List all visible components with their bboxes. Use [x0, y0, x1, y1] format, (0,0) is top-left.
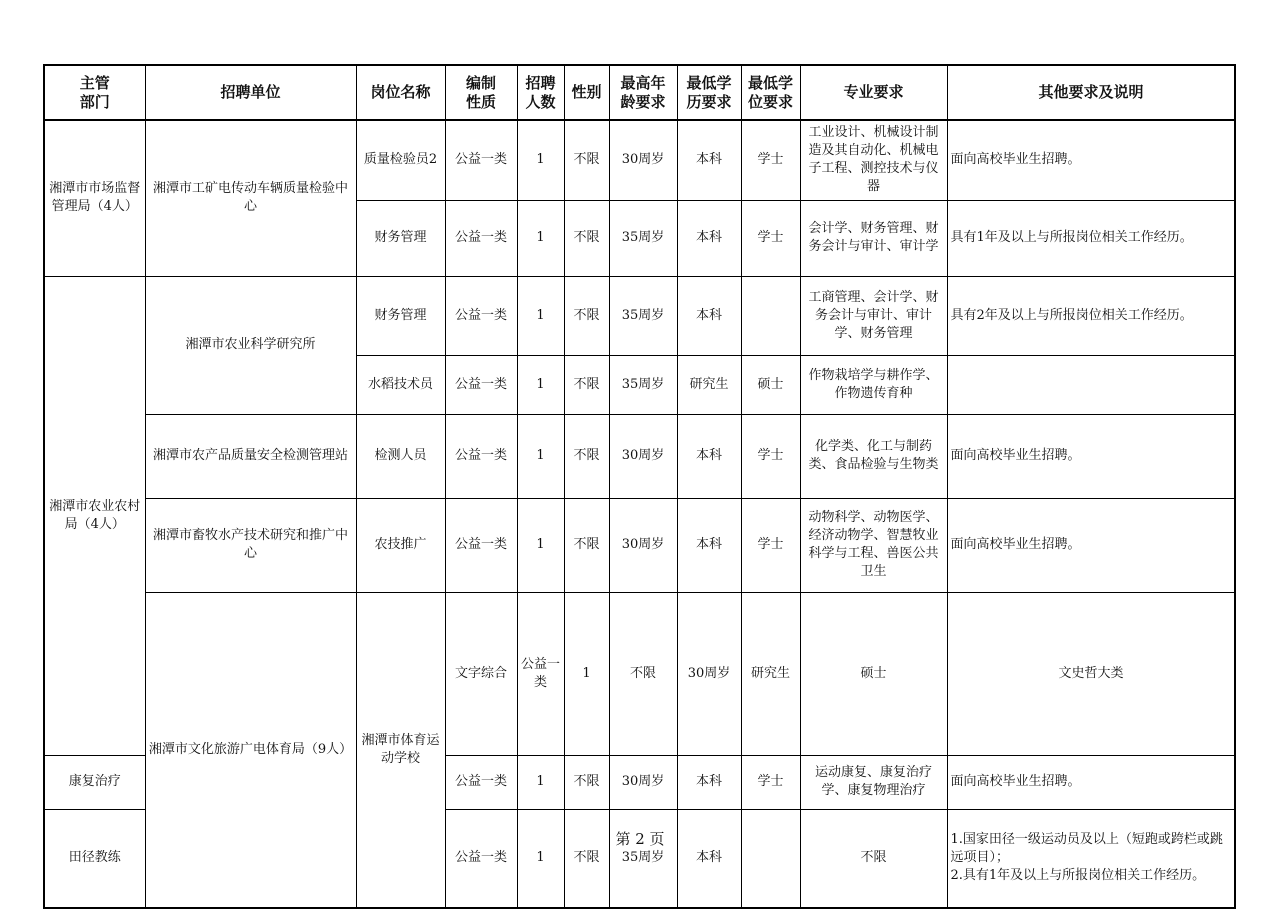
edu-cell: 本科 — [677, 200, 741, 276]
age-cell: 35周岁 — [609, 200, 677, 276]
degree-cell: 学士 — [741, 755, 800, 809]
major-cell: 工业设计、机械设计制造及其自动化、机械电子工程、测控技术与仪器 — [800, 120, 947, 200]
edu-cell: 本科 — [677, 276, 741, 355]
table-row — [44, 592, 1235, 755]
gender-cell: 不限 — [564, 200, 609, 276]
major-cell: 作物栽培学与耕作学、作物遗传育种 — [800, 355, 947, 414]
count-cell: 1 — [564, 592, 609, 755]
age-cell: 30周岁 — [609, 414, 677, 498]
nature-cell: 公益一类 — [445, 809, 517, 908]
table-row — [44, 120, 1235, 200]
unit-cell: 湘潭市工矿电传动车辆质量检验中心 — [145, 120, 356, 276]
nature-cell: 公益一类 — [445, 498, 517, 592]
edu-cell: 本科 — [677, 120, 741, 200]
unit-cell: 湘潭市农业科学研究所 — [145, 276, 356, 414]
degree-cell: 学士 — [741, 120, 800, 200]
page-number: 第 2 页 — [615, 830, 665, 848]
count-cell: 1 — [517, 276, 564, 355]
age-cell: 30周岁 — [609, 120, 677, 200]
major-cell: 工商管理、会计学、财务会计与审计、审计学、财务管理 — [800, 276, 947, 355]
edu-cell: 本科 — [677, 498, 741, 592]
recruitment-table — [43, 64, 1236, 909]
header-edu: 最低学 历要求 — [677, 65, 741, 120]
header-count: 招聘 人数 — [517, 65, 564, 120]
gender-cell: 不限 — [609, 592, 677, 755]
major-cell: 运动康复、康复治疗学、康复物理治疗 — [800, 755, 947, 809]
nature-cell: 公益一类 — [445, 355, 517, 414]
major-cell: 化学类、化工与制药类、食品检验与生物类 — [800, 414, 947, 498]
gender-cell: 不限 — [564, 276, 609, 355]
position-cell: 农技推广 — [356, 498, 445, 592]
major-cell: 会计学、财务管理、财务会计与审计、审计学 — [800, 200, 947, 276]
header-position: 岗位名称 — [356, 65, 445, 120]
edu-cell: 本科 — [677, 414, 741, 498]
header-nature: 编制 性质 — [445, 65, 517, 120]
gender-cell: 不限 — [564, 414, 609, 498]
age-cell: 30周岁 — [677, 592, 741, 755]
degree-cell: 学士 — [741, 200, 800, 276]
notes-cell: 面向高校毕业生招聘。 — [947, 498, 1235, 592]
count-cell: 1 — [517, 498, 564, 592]
nature-cell: 公益一类 — [445, 276, 517, 355]
age-cell: 35周岁 — [609, 276, 677, 355]
notes-cell: 具有1年及以上与所报岗位相关工作经历。 — [947, 200, 1235, 276]
gender-cell: 不限 — [564, 498, 609, 592]
header-age: 最高年 龄要求 — [609, 65, 677, 120]
degree-cell: 学士 — [741, 498, 800, 592]
position-cell: 田径教练 — [44, 809, 145, 908]
gender-cell: 不限 — [564, 755, 609, 809]
nature-cell: 公益一类 — [445, 120, 517, 200]
position-cell: 康复治疗 — [44, 755, 145, 809]
notes-cell — [947, 355, 1235, 414]
age-cell: 30周岁 — [609, 498, 677, 592]
degree-cell — [741, 276, 800, 355]
position-cell: 文字综合 — [445, 592, 517, 755]
gender-cell: 不限 — [564, 120, 609, 200]
count-cell: 1 — [517, 200, 564, 276]
edu-cell: 本科 — [677, 755, 741, 809]
notes-cell: 面向高校毕业生招聘。 — [947, 755, 1235, 809]
edu-cell: 本科 — [677, 809, 741, 908]
major-cell: 动物科学、动物医学、经济动物学、智慧牧业科学与工程、兽医公共卫生 — [800, 498, 947, 592]
major-cell: 文史哲大类 — [947, 592, 1235, 755]
position-cell: 财务管理 — [356, 200, 445, 276]
table-row — [44, 414, 1235, 498]
header-notes: 其他要求及说明 — [947, 65, 1235, 120]
header-major: 专业要求 — [800, 65, 947, 120]
header-unit: 招聘单位 — [145, 65, 356, 120]
notes-cell: 1.国家田径一级运动员及以上（短跑或跨栏或跳远项目）； 2.具有1年及以上与所报岗位相关工作经历。 — [947, 809, 1235, 908]
age-cell: 35周岁 — [609, 809, 677, 908]
count-cell: 1 — [517, 809, 564, 908]
count-cell: 1 — [517, 120, 564, 200]
notes-cell: 面向高校毕业生招聘。 — [947, 414, 1235, 498]
gender-cell: 不限 — [564, 355, 609, 414]
nature-cell: 公益一类 — [445, 755, 517, 809]
nature-cell: 公益一类 — [445, 200, 517, 276]
position-cell: 财务管理 — [356, 276, 445, 355]
nature-cell: 公益一类 — [517, 592, 564, 755]
position-cell: 质量检验员2 — [356, 120, 445, 200]
degree-cell: 学士 — [741, 414, 800, 498]
edu-cell: 研究生 — [741, 592, 800, 755]
header-row — [44, 65, 1235, 120]
header-dept: 主管 部门 — [44, 65, 145, 120]
table-row — [44, 276, 1235, 355]
edu-cell: 研究生 — [677, 355, 741, 414]
degree-cell — [741, 809, 800, 908]
age-cell: 30周岁 — [609, 755, 677, 809]
degree-cell: 硕士 — [741, 355, 800, 414]
table-row — [44, 498, 1235, 592]
unit-cell: 湘潭市体育运动学校 — [356, 592, 445, 908]
dept-cell: 湘潭市市场监督管理局（4人） — [44, 120, 145, 276]
position-cell: 检测人员 — [356, 414, 445, 498]
header-degree: 最低学 位要求 — [741, 65, 800, 120]
major-cell: 不限 — [800, 809, 947, 908]
gender-cell: 不限 — [564, 809, 609, 908]
unit-cell: 湘潭市畜牧水产技术研究和推广中心 — [145, 498, 356, 592]
count-cell: 1 — [517, 355, 564, 414]
nature-cell: 公益一类 — [445, 414, 517, 498]
position-cell: 水稻技术员 — [356, 355, 445, 414]
notes-cell: 面向高校毕业生招聘。 — [947, 120, 1235, 200]
unit-cell: 湘潭市农产品质量安全检测管理站 — [145, 414, 356, 498]
degree-cell: 硕士 — [800, 592, 947, 755]
age-cell: 35周岁 — [609, 355, 677, 414]
dept-cell: 湘潭市文化旅游广电体育局（9人） — [145, 592, 356, 908]
notes-cell: 具有2年及以上与所报岗位相关工作经历。 — [947, 276, 1235, 355]
header-gender: 性别 — [564, 65, 609, 120]
dept-cell: 湘潭市农业农村局（4人） — [44, 276, 145, 755]
count-cell: 1 — [517, 414, 564, 498]
count-cell: 1 — [517, 755, 564, 809]
